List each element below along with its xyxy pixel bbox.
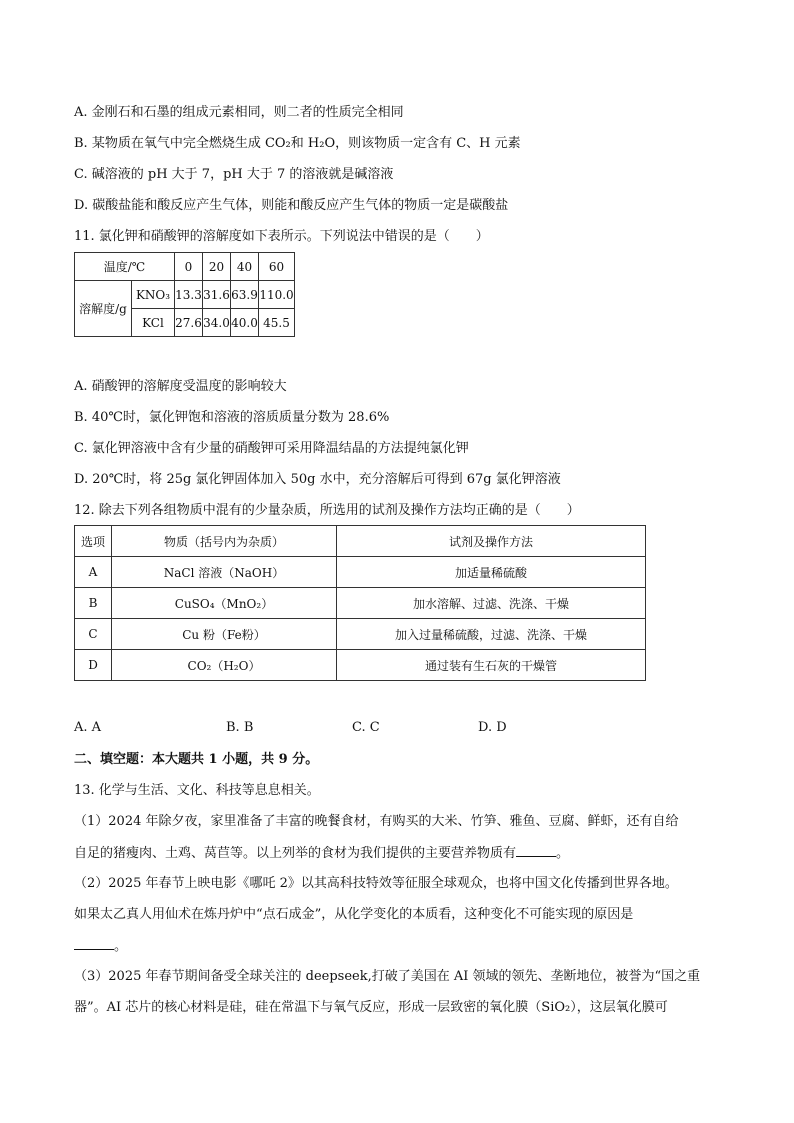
answer-blank <box>516 844 556 857</box>
q12-choice-b: B. B <box>226 720 254 735</box>
q10-option-c: C. 碱溶液的 pH 大于 7，pH 大于 7 的溶液就是碱溶液 <box>74 167 394 182</box>
table-row <box>75 588 646 619</box>
table-cell: 63.9 <box>231 281 259 309</box>
q13-part1-line1: （1）2024 年除夕夜，家里准备了丰富的晚餐食材，有购买的大米、竹笋、雅鱼、豆腐、鲜虾，还有自给 <box>74 814 679 829</box>
header-method: 试剂及操作方法 <box>337 526 646 557</box>
table-cell: 40.0 <box>231 309 259 337</box>
table-cell: C <box>75 619 112 650</box>
q13-part1-line2 <box>74 844 569 863</box>
temp-header: 温度/℃ <box>75 253 175 281</box>
table-cell: 通过装有生石灰的干燥管 <box>337 650 646 681</box>
table-cell: 31.6 <box>203 281 231 309</box>
q13-part2-end: 。 <box>114 939 128 954</box>
row-name-kno3: KNO₃ <box>132 281 175 309</box>
q10-option-d: D. 碳酸盐能和酸反应产生气体，则能和酸反应产生气体的物质一定是碳酸盐 <box>74 198 509 213</box>
table-cell: B <box>75 588 112 619</box>
q13-part2-line3 <box>74 937 127 956</box>
table-row <box>75 650 646 681</box>
q12-choice-a: A. A <box>74 720 102 735</box>
table-cell: D <box>75 650 112 681</box>
q13-part1-text: 自足的猪瘦肉、土鸡、莴苣等。以上列举的食材为我们提供的主要营养物质有 <box>74 846 517 861</box>
q11-option-c: C. 氯化钾溶液中含有少量的硝酸钾可采用降温结晶的方法提纯氯化钾 <box>74 441 469 456</box>
temp-0: 0 <box>175 253 203 281</box>
q11-stem: 11. 氯化钾和硝酸钾的溶解度如下表所示。下列说法中错误的是（ ） <box>74 229 489 244</box>
q13-part2-line2: 如果太乙真人用仙术在炼丹炉中“点石成金”，从化学变化的本质看，这种变化不可能实现的原因是 <box>74 907 634 922</box>
temp-40: 40 <box>231 253 259 281</box>
table-cell: 27.6 <box>175 309 203 337</box>
impurity-table <box>74 525 646 681</box>
q13-part2-line1: （2）2025 年春节上映电影《哪吒 2》以其高科技特效等征服全球观众，也将中国文化传播到世界各地。 <box>74 876 678 891</box>
header-option: 选项 <box>75 526 112 557</box>
q13-part3-line2: 器”。AI 芯片的核心材料是硅，硅在常温下与氧气反应，形成一层致密的氧化膜（SiO₂），这层氧化膜可 <box>74 1000 668 1015</box>
q12-stem: 12. 除去下列各组物质中混有的少量杂质，所选用的试剂及操作方法均正确的是（ ） <box>74 503 580 518</box>
table-row <box>75 557 646 588</box>
q13-stem: 13. 化学与生活、文化、科技等息息相关。 <box>74 783 320 798</box>
q13-part3-line1: （3）2025 年春节期间备受全球关注的 deepseek,打破了美国在 AI 领域的领先、垄断地位，被誉为“国之重 <box>74 969 701 984</box>
section-title: 二、填空题：本大题共 1 小题，共 9 分。 <box>74 752 319 767</box>
q10-option-b: B. 某物质在氧气中完全燃烧生成 CO₂和 H₂O，则该物质一定含有 C、H 元素 <box>74 136 521 151</box>
temp-20: 20 <box>203 253 231 281</box>
row-name-kcl: KCl <box>132 309 175 337</box>
temp-60: 60 <box>259 253 295 281</box>
q10-option-a: A. 金刚石和石墨的组成元素相同，则二者的性质完全相同 <box>74 105 404 120</box>
table-cell: A <box>75 557 112 588</box>
solubility-header: 溶解度/g <box>75 281 132 337</box>
table-cell: 13.3 <box>175 281 203 309</box>
table-cell: 45.5 <box>259 309 295 337</box>
table-cell: 加入过量稀硫酸，过滤、洗涤、干燥 <box>337 619 646 650</box>
table-cell: CO₂（H₂O） <box>112 650 337 681</box>
q12-choice-d: D. D <box>478 720 507 735</box>
answer-blank <box>74 937 114 950</box>
solubility-table <box>74 252 295 337</box>
table-cell: 34.0 <box>203 309 231 337</box>
q13-part1-end: 。 <box>556 846 570 861</box>
table-cell: 加适量稀硫酸 <box>337 557 646 588</box>
table-row <box>75 619 646 650</box>
q12-choice-c: C. C <box>352 720 380 735</box>
table-cell: CuSO₄（MnO₂） <box>112 588 337 619</box>
q11-option-a: A. 硝酸钾的溶解度受温度的影响较大 <box>74 379 287 394</box>
q11-option-d: D. 20℃时，将 25g 氯化钾固体加入 50g 水中，充分溶解后可得到 67g 氯化钾溶液 <box>74 472 561 487</box>
q11-option-b: B. 40℃时，氯化钾饱和溶液的溶质质量分数为 28.6% <box>74 410 390 425</box>
table-cell: Cu 粉（Fe粉） <box>112 619 337 650</box>
header-substance: 物质（括号内为杂质） <box>112 526 337 557</box>
table-cell: 加水溶解、过滤、洗涤、干燥 <box>337 588 646 619</box>
table-cell: 110.0 <box>259 281 295 309</box>
table-cell: NaCl 溶液（NaOH） <box>112 557 337 588</box>
